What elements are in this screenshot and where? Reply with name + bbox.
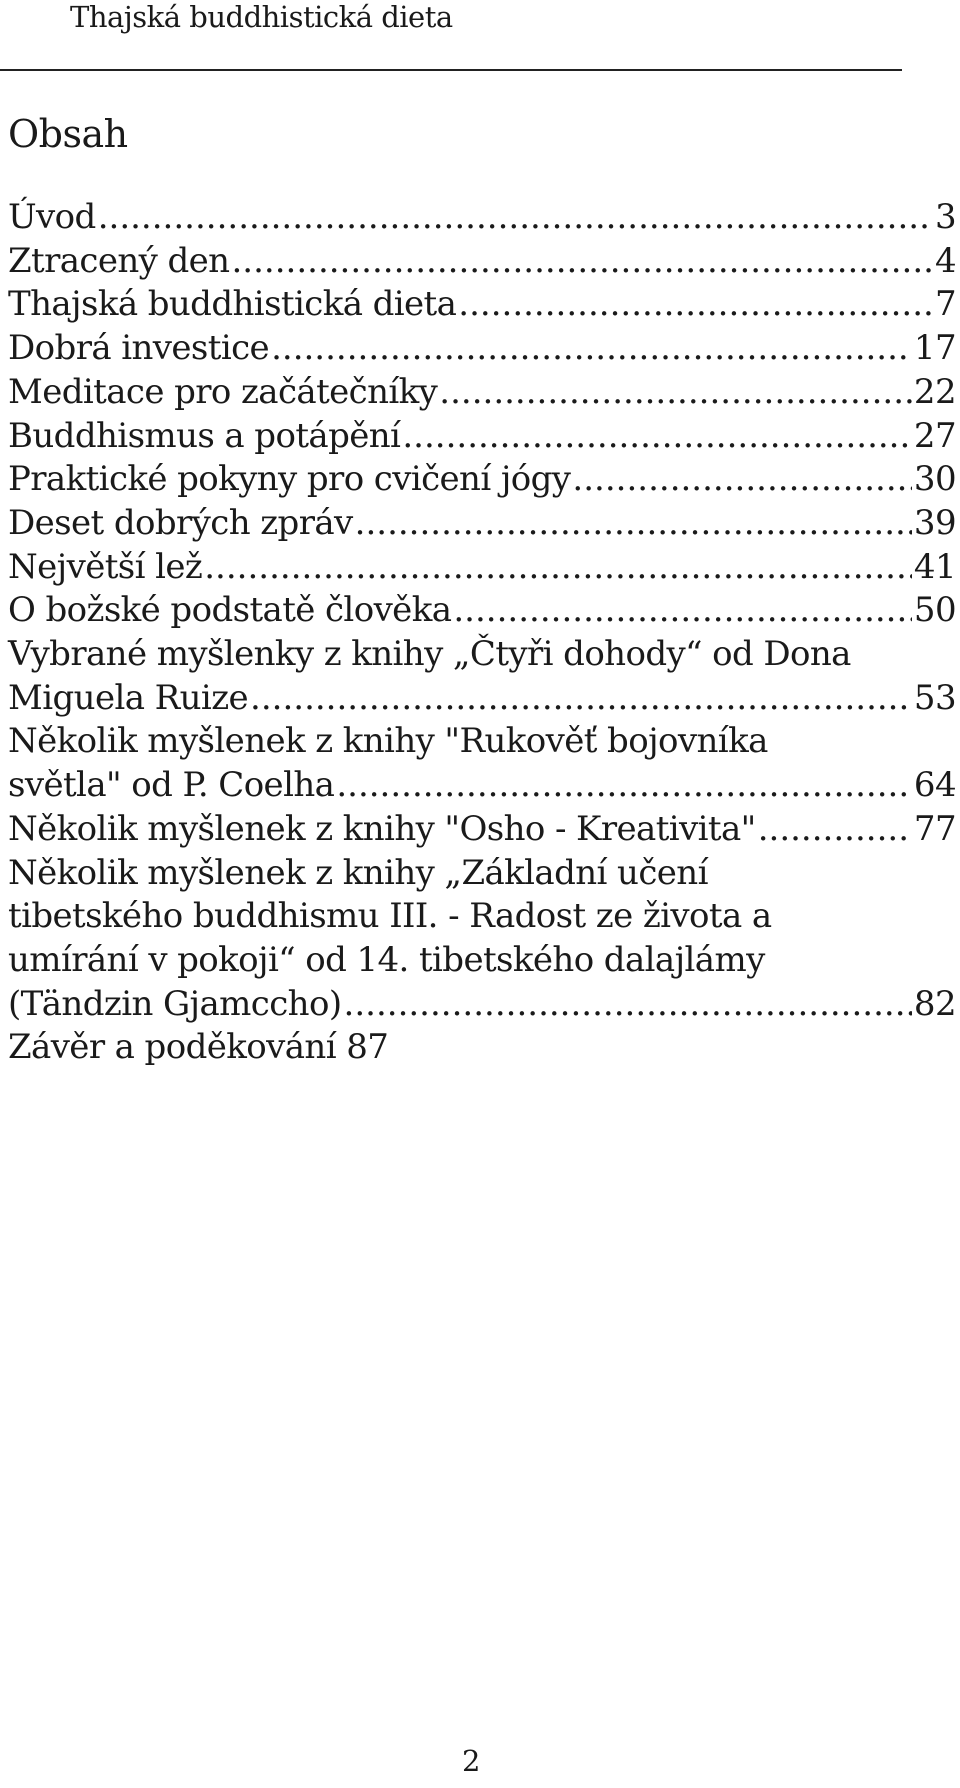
toc-entry-buddhismus-potapeni[interactable] [8, 415, 956, 459]
dot-leader [204, 546, 912, 590]
toc-entry-title-line: tibetského buddhismu III. - Radost ze života a [8, 896, 772, 937]
toc-entry-page: 82 [913, 983, 956, 1024]
dot-leader [231, 240, 932, 284]
toc-entry-page: 22 [913, 371, 956, 412]
dot-leader [344, 983, 912, 1027]
toc-entry-meditace[interactable] [8, 371, 956, 415]
dot-leader [402, 415, 912, 459]
toc-entry-title: Thajská buddhistická dieta [8, 284, 457, 325]
toc-entry-title: Dobrá investice [8, 328, 270, 369]
toc-entry-nejvetsi-lez[interactable] [8, 546, 956, 590]
toc-entry-page: 41 [913, 546, 956, 587]
toc-entry-title-line: (Tändzin Gjamccho) [8, 983, 342, 1024]
toc-entry-title-line: světla" od P. Coelha [8, 765, 335, 806]
dot-leader [98, 196, 933, 240]
toc-entry-page: 7 [934, 284, 956, 325]
toc-entry-title: Ztracený den [8, 240, 230, 281]
toc-entry-title: Buddhismus a potápění [8, 415, 401, 456]
toc-entry-page: 53 [913, 677, 956, 718]
toc-entry-title: Deset dobrých zpráv [8, 502, 353, 543]
toc-entry-zakladni-uceni[interactable] [8, 852, 956, 1027]
toc-entry-title-line: Miguela Ruize [8, 677, 249, 718]
toc-entry-title: Několik myšlenek z knihy "Osho - Kreativita" [8, 808, 756, 849]
toc-entry-thajska-dieta[interactable] [8, 283, 956, 327]
toc-entry-page: 27 [913, 415, 956, 456]
toc-entry-title-line: Několik myšlenek z knihy „Základní učení [8, 852, 708, 893]
toc-entry-page: 64 [913, 765, 956, 806]
dot-leader [453, 589, 912, 633]
page-number: 2 [462, 1744, 481, 1778]
toc-entry-title-line: Vybrané myšlenky z knihy „Čtyři dohody“ od Dona [8, 634, 851, 675]
dot-leader [250, 677, 912, 721]
dot-leader [336, 764, 912, 808]
toc-entry-title: O božské podstatě člověka [8, 590, 452, 631]
running-header: Thajská buddhistická dieta [70, 0, 453, 34]
toc-entry-page: 4 [934, 240, 956, 281]
toc-entry-title: Největší lež [8, 546, 203, 587]
toc-entry-title: Praktické pokyny pro cvičení jógy [8, 459, 571, 500]
toc-entry-bozska-podstata[interactable] [8, 589, 956, 633]
dot-leader [355, 502, 912, 546]
toc-entry-page: 77 [913, 808, 956, 849]
dot-leader [439, 371, 912, 415]
dot-leader [458, 283, 933, 327]
toc-entry-page: 39 [913, 502, 956, 543]
toc-heading: Obsah [8, 112, 128, 156]
toc-entry-title: Meditace pro začátečníky [8, 371, 438, 412]
header-divider [0, 69, 902, 71]
toc-entry-title: Úvod [8, 197, 96, 237]
toc-entry-osho-kreativita[interactable] [8, 808, 956, 852]
toc-entry-zaver[interactable] [8, 1026, 956, 1070]
dot-leader [271, 327, 912, 371]
toc-entry-rukovet-bojovnika[interactable] [8, 720, 956, 807]
toc-entry-title: Závěr a poděkování 87 [8, 1027, 389, 1068]
toc-entry-deset-zprav[interactable] [8, 502, 956, 546]
toc-entry-uvod[interactable] [8, 196, 956, 240]
dot-leader [758, 808, 912, 852]
toc-entry-page: 17 [913, 328, 956, 369]
toc-entry-page: 30 [913, 459, 956, 500]
toc-entry-page: 3 [934, 197, 956, 237]
toc-entry-title-line: umírání v pokoji“ od 14. tibetského dalajlámy [8, 939, 765, 980]
toc-entry-title-line: Několik myšlenek z knihy "Rukověť bojovníka [8, 721, 768, 762]
toc-entry-ztraceny-den[interactable] [8, 240, 956, 284]
toc-entry-page: 50 [913, 590, 956, 631]
table-of-contents [8, 196, 956, 1070]
toc-entry-ctyri-dohody[interactable] [8, 633, 956, 720]
dot-leader [572, 458, 912, 502]
toc-entry-pokyny-jogy[interactable] [8, 458, 956, 502]
toc-entry-dobra-investice[interactable] [8, 327, 956, 371]
